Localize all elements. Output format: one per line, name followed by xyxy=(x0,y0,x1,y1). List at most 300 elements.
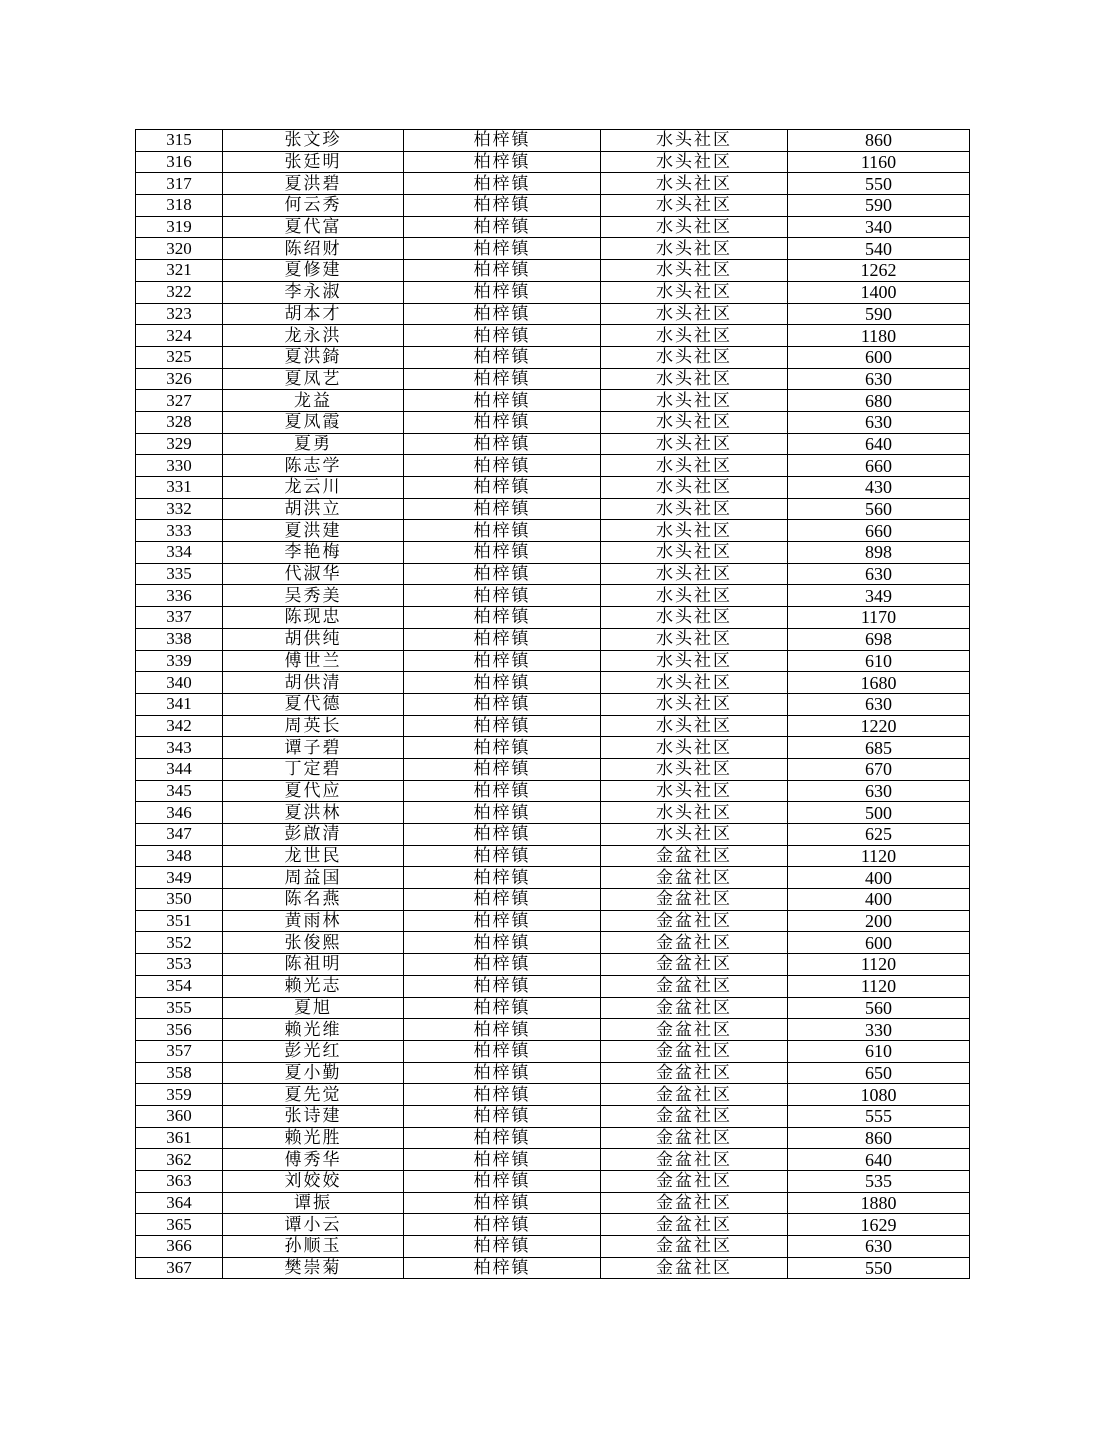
row-number-cell: 339 xyxy=(136,650,223,672)
amount-cell: 1629 xyxy=(788,1214,970,1236)
amount-cell: 630 xyxy=(788,693,970,715)
town-cell: 柏梓镇 xyxy=(404,650,601,672)
row-number-cell: 327 xyxy=(136,390,223,412)
community-cell: 水头社区 xyxy=(601,238,788,260)
table-row xyxy=(136,1084,970,1106)
amount-cell: 1880 xyxy=(788,1192,970,1214)
table-row xyxy=(136,130,970,152)
amount-cell: 660 xyxy=(788,520,970,542)
community-cell: 水头社区 xyxy=(601,520,788,542)
amount-cell: 640 xyxy=(788,433,970,455)
person-name-cell: 陈名燕 xyxy=(223,889,404,911)
community-cell: 金盆社区 xyxy=(601,1040,788,1062)
amount-cell: 860 xyxy=(788,1127,970,1149)
table-row xyxy=(136,281,970,303)
table-row xyxy=(136,932,970,954)
row-number-cell: 320 xyxy=(136,238,223,260)
table-row xyxy=(136,563,970,585)
community-cell: 水头社区 xyxy=(601,672,788,694)
amount-cell: 1262 xyxy=(788,260,970,282)
community-cell: 金盆社区 xyxy=(601,975,788,997)
amount-cell: 1120 xyxy=(788,975,970,997)
town-cell: 柏梓镇 xyxy=(404,1062,601,1084)
table-row xyxy=(136,672,970,694)
amount-cell: 550 xyxy=(788,173,970,195)
person-name-cell: 谭振 xyxy=(223,1192,404,1214)
amount-cell: 400 xyxy=(788,867,970,889)
table-row xyxy=(136,433,970,455)
community-cell: 水头社区 xyxy=(601,650,788,672)
amount-cell: 430 xyxy=(788,477,970,499)
community-cell: 水头社区 xyxy=(601,368,788,390)
town-cell: 柏梓镇 xyxy=(404,1149,601,1171)
row-number-cell: 338 xyxy=(136,628,223,650)
person-name-cell: 夏凤艺 xyxy=(223,368,404,390)
table-row xyxy=(136,346,970,368)
town-cell: 柏梓镇 xyxy=(404,607,601,629)
community-cell: 金盆社区 xyxy=(601,1105,788,1127)
row-number-cell: 346 xyxy=(136,802,223,824)
person-name-cell: 龙世民 xyxy=(223,845,404,867)
row-number-cell: 321 xyxy=(136,260,223,282)
person-name-cell: 胡供清 xyxy=(223,672,404,694)
community-cell: 水头社区 xyxy=(601,563,788,585)
community-cell: 水头社区 xyxy=(601,173,788,195)
community-cell: 金盆社区 xyxy=(601,954,788,976)
community-cell: 水头社区 xyxy=(601,737,788,759)
person-name-cell: 谭小云 xyxy=(223,1214,404,1236)
table-row xyxy=(136,693,970,715)
town-cell: 柏梓镇 xyxy=(404,498,601,520)
table-row xyxy=(136,954,970,976)
person-name-cell: 陈绍财 xyxy=(223,238,404,260)
row-number-cell: 325 xyxy=(136,346,223,368)
row-number-cell: 343 xyxy=(136,737,223,759)
amount-cell: 640 xyxy=(788,1149,970,1171)
table-row xyxy=(136,889,970,911)
community-cell: 水头社区 xyxy=(601,346,788,368)
row-number-cell: 318 xyxy=(136,195,223,217)
community-cell: 金盆社区 xyxy=(601,910,788,932)
table-row xyxy=(136,1149,970,1171)
person-name-cell: 夏代德 xyxy=(223,693,404,715)
row-number-cell: 326 xyxy=(136,368,223,390)
row-number-cell: 324 xyxy=(136,325,223,347)
table-row xyxy=(136,390,970,412)
town-cell: 柏梓镇 xyxy=(404,824,601,846)
table-row xyxy=(136,542,970,564)
table-row xyxy=(136,824,970,846)
community-cell: 金盆社区 xyxy=(601,867,788,889)
person-name-cell: 夏洪碧 xyxy=(223,173,404,195)
town-cell: 柏梓镇 xyxy=(404,693,601,715)
table-row xyxy=(136,1236,970,1258)
table-row xyxy=(136,1171,970,1193)
town-cell: 柏梓镇 xyxy=(404,1019,601,1041)
town-cell: 柏梓镇 xyxy=(404,975,601,997)
amount-cell: 610 xyxy=(788,650,970,672)
community-cell: 水头社区 xyxy=(601,325,788,347)
amount-cell: 680 xyxy=(788,390,970,412)
town-cell: 柏梓镇 xyxy=(404,173,601,195)
town-cell: 柏梓镇 xyxy=(404,1040,601,1062)
person-name-cell: 夏洪建 xyxy=(223,520,404,542)
person-name-cell: 夏旭 xyxy=(223,997,404,1019)
community-cell: 金盆社区 xyxy=(601,1149,788,1171)
table-row xyxy=(136,151,970,173)
person-name-cell: 刘姣姣 xyxy=(223,1171,404,1193)
person-name-cell: 赖光维 xyxy=(223,1019,404,1041)
town-cell: 柏梓镇 xyxy=(404,368,601,390)
row-number-cell: 359 xyxy=(136,1084,223,1106)
town-cell: 柏梓镇 xyxy=(404,628,601,650)
amount-cell: 600 xyxy=(788,932,970,954)
table-row xyxy=(136,867,970,889)
town-cell: 柏梓镇 xyxy=(404,433,601,455)
table-row xyxy=(136,607,970,629)
amount-cell: 1080 xyxy=(788,1084,970,1106)
table-row xyxy=(136,585,970,607)
town-cell: 柏梓镇 xyxy=(404,151,601,173)
person-name-cell: 吴秀美 xyxy=(223,585,404,607)
person-name-cell: 张俊熙 xyxy=(223,932,404,954)
person-name-cell: 周英长 xyxy=(223,715,404,737)
table-row xyxy=(136,650,970,672)
town-cell: 柏梓镇 xyxy=(404,542,601,564)
person-name-cell: 龙云川 xyxy=(223,477,404,499)
row-number-cell: 356 xyxy=(136,1019,223,1041)
community-cell: 水头社区 xyxy=(601,498,788,520)
row-number-cell: 316 xyxy=(136,151,223,173)
community-cell: 金盆社区 xyxy=(601,1171,788,1193)
amount-cell: 860 xyxy=(788,130,970,152)
table-body xyxy=(136,130,970,1279)
community-cell: 水头社区 xyxy=(601,477,788,499)
person-name-cell: 夏洪林 xyxy=(223,802,404,824)
amount-cell: 560 xyxy=(788,498,970,520)
row-number-cell: 358 xyxy=(136,1062,223,1084)
amount-cell: 590 xyxy=(788,195,970,217)
table-row xyxy=(136,455,970,477)
table-row xyxy=(136,1062,970,1084)
town-cell: 柏梓镇 xyxy=(404,238,601,260)
amount-cell: 685 xyxy=(788,737,970,759)
table-row xyxy=(136,520,970,542)
town-cell: 柏梓镇 xyxy=(404,477,601,499)
town-cell: 柏梓镇 xyxy=(404,910,601,932)
community-cell: 金盆社区 xyxy=(601,1192,788,1214)
table-row xyxy=(136,498,970,520)
person-name-cell: 陈现忠 xyxy=(223,607,404,629)
person-name-cell: 何云秀 xyxy=(223,195,404,217)
person-name-cell: 彭啟清 xyxy=(223,824,404,846)
community-cell: 水头社区 xyxy=(601,130,788,152)
row-number-cell: 348 xyxy=(136,845,223,867)
person-name-cell: 胡供纯 xyxy=(223,628,404,650)
row-number-cell: 364 xyxy=(136,1192,223,1214)
row-number-cell: 315 xyxy=(136,130,223,152)
community-cell: 水头社区 xyxy=(601,780,788,802)
town-cell: 柏梓镇 xyxy=(404,1236,601,1258)
amount-cell: 1220 xyxy=(788,715,970,737)
row-number-cell: 353 xyxy=(136,954,223,976)
town-cell: 柏梓镇 xyxy=(404,780,601,802)
town-cell: 柏梓镇 xyxy=(404,889,601,911)
community-cell: 金盆社区 xyxy=(601,845,788,867)
town-cell: 柏梓镇 xyxy=(404,672,601,694)
community-cell: 水头社区 xyxy=(601,824,788,846)
person-name-cell: 彭光红 xyxy=(223,1040,404,1062)
person-name-cell: 夏勇 xyxy=(223,433,404,455)
amount-cell: 535 xyxy=(788,1171,970,1193)
table-row xyxy=(136,303,970,325)
amount-cell: 1120 xyxy=(788,954,970,976)
town-cell: 柏梓镇 xyxy=(404,867,601,889)
person-name-cell: 张廷明 xyxy=(223,151,404,173)
row-number-cell: 328 xyxy=(136,411,223,433)
person-name-cell: 樊崇菊 xyxy=(223,1257,404,1279)
person-name-cell: 赖光志 xyxy=(223,975,404,997)
community-cell: 水头社区 xyxy=(601,195,788,217)
town-cell: 柏梓镇 xyxy=(404,303,601,325)
amount-cell: 630 xyxy=(788,368,970,390)
community-cell: 金盆社区 xyxy=(601,1214,788,1236)
town-cell: 柏梓镇 xyxy=(404,563,601,585)
row-number-cell: 352 xyxy=(136,932,223,954)
table-row xyxy=(136,216,970,238)
amount-cell: 650 xyxy=(788,1062,970,1084)
community-cell: 水头社区 xyxy=(601,303,788,325)
table-row xyxy=(136,1257,970,1279)
town-cell: 柏梓镇 xyxy=(404,845,601,867)
person-name-cell: 周益国 xyxy=(223,867,404,889)
person-name-cell: 赖光胜 xyxy=(223,1127,404,1149)
amount-cell: 349 xyxy=(788,585,970,607)
town-cell: 柏梓镇 xyxy=(404,737,601,759)
amount-cell: 500 xyxy=(788,802,970,824)
amount-cell: 1120 xyxy=(788,845,970,867)
town-cell: 柏梓镇 xyxy=(404,802,601,824)
row-number-cell: 337 xyxy=(136,607,223,629)
row-number-cell: 344 xyxy=(136,758,223,780)
amount-cell: 1400 xyxy=(788,281,970,303)
amount-cell: 550 xyxy=(788,1257,970,1279)
row-number-cell: 317 xyxy=(136,173,223,195)
community-cell: 水头社区 xyxy=(601,260,788,282)
row-number-cell: 340 xyxy=(136,672,223,694)
table-row xyxy=(136,1019,970,1041)
table-row xyxy=(136,260,970,282)
person-name-cell: 代淑华 xyxy=(223,563,404,585)
amount-cell: 660 xyxy=(788,455,970,477)
community-cell: 金盆社区 xyxy=(601,1062,788,1084)
town-cell: 柏梓镇 xyxy=(404,1257,601,1279)
person-name-cell: 张文珍 xyxy=(223,130,404,152)
table-row xyxy=(136,1040,970,1062)
community-cell: 水头社区 xyxy=(601,693,788,715)
row-number-cell: 322 xyxy=(136,281,223,303)
community-cell: 金盆社区 xyxy=(601,889,788,911)
person-name-cell: 傅世兰 xyxy=(223,650,404,672)
row-number-cell: 329 xyxy=(136,433,223,455)
community-cell: 金盆社区 xyxy=(601,1257,788,1279)
community-cell: 金盆社区 xyxy=(601,1019,788,1041)
table-row xyxy=(136,737,970,759)
person-name-cell: 夏洪錡 xyxy=(223,346,404,368)
amount-cell: 625 xyxy=(788,824,970,846)
table-row xyxy=(136,1214,970,1236)
town-cell: 柏梓镇 xyxy=(404,997,601,1019)
row-number-cell: 342 xyxy=(136,715,223,737)
row-number-cell: 367 xyxy=(136,1257,223,1279)
row-number-cell: 331 xyxy=(136,477,223,499)
row-number-cell: 319 xyxy=(136,216,223,238)
table-row xyxy=(136,195,970,217)
person-name-cell: 傅秀华 xyxy=(223,1149,404,1171)
town-cell: 柏梓镇 xyxy=(404,130,601,152)
person-name-cell: 胡本才 xyxy=(223,303,404,325)
row-number-cell: 355 xyxy=(136,997,223,1019)
community-cell: 金盆社区 xyxy=(601,1127,788,1149)
amount-cell: 200 xyxy=(788,910,970,932)
town-cell: 柏梓镇 xyxy=(404,520,601,542)
person-name-cell: 夏小勤 xyxy=(223,1062,404,1084)
community-cell: 水头社区 xyxy=(601,411,788,433)
amount-cell: 1160 xyxy=(788,151,970,173)
amount-cell: 330 xyxy=(788,1019,970,1041)
table-row xyxy=(136,628,970,650)
row-number-cell: 349 xyxy=(136,867,223,889)
table-row xyxy=(136,845,970,867)
row-number-cell: 366 xyxy=(136,1236,223,1258)
table-row xyxy=(136,997,970,1019)
town-cell: 柏梓镇 xyxy=(404,585,601,607)
row-number-cell: 336 xyxy=(136,585,223,607)
person-name-cell: 李艳梅 xyxy=(223,542,404,564)
amount-cell: 555 xyxy=(788,1105,970,1127)
table-row xyxy=(136,1127,970,1149)
amount-cell: 1180 xyxy=(788,325,970,347)
town-cell: 柏梓镇 xyxy=(404,954,601,976)
person-name-cell: 夏代应 xyxy=(223,780,404,802)
table-row xyxy=(136,910,970,932)
amount-cell: 630 xyxy=(788,780,970,802)
community-cell: 水头社区 xyxy=(601,542,788,564)
amount-cell: 898 xyxy=(788,542,970,564)
row-number-cell: 350 xyxy=(136,889,223,911)
amount-cell: 670 xyxy=(788,758,970,780)
town-cell: 柏梓镇 xyxy=(404,1084,601,1106)
town-cell: 柏梓镇 xyxy=(404,411,601,433)
town-cell: 柏梓镇 xyxy=(404,455,601,477)
table-row xyxy=(136,715,970,737)
community-cell: 水头社区 xyxy=(601,216,788,238)
person-name-cell: 黄雨林 xyxy=(223,910,404,932)
row-number-cell: 332 xyxy=(136,498,223,520)
amount-cell: 1170 xyxy=(788,607,970,629)
row-number-cell: 330 xyxy=(136,455,223,477)
person-name-cell: 夏代富 xyxy=(223,216,404,238)
town-cell: 柏梓镇 xyxy=(404,1127,601,1149)
community-cell: 水头社区 xyxy=(601,802,788,824)
community-cell: 水头社区 xyxy=(601,433,788,455)
person-name-cell: 张诗建 xyxy=(223,1105,404,1127)
amount-cell: 560 xyxy=(788,997,970,1019)
row-number-cell: 362 xyxy=(136,1149,223,1171)
person-name-cell: 龙益 xyxy=(223,390,404,412)
community-cell: 水头社区 xyxy=(601,585,788,607)
amount-cell: 610 xyxy=(788,1040,970,1062)
person-name-cell: 谭子碧 xyxy=(223,737,404,759)
town-cell: 柏梓镇 xyxy=(404,281,601,303)
table-row xyxy=(136,975,970,997)
town-cell: 柏梓镇 xyxy=(404,758,601,780)
amount-cell: 340 xyxy=(788,216,970,238)
town-cell: 柏梓镇 xyxy=(404,715,601,737)
row-number-cell: 335 xyxy=(136,563,223,585)
community-cell: 水头社区 xyxy=(601,151,788,173)
table-row xyxy=(136,802,970,824)
table-row xyxy=(136,477,970,499)
community-cell: 金盆社区 xyxy=(601,1084,788,1106)
town-cell: 柏梓镇 xyxy=(404,216,601,238)
row-number-cell: 354 xyxy=(136,975,223,997)
town-cell: 柏梓镇 xyxy=(404,325,601,347)
table-row xyxy=(136,758,970,780)
community-cell: 金盆社区 xyxy=(601,997,788,1019)
table-row xyxy=(136,1192,970,1214)
amount-cell: 630 xyxy=(788,563,970,585)
amount-cell: 630 xyxy=(788,411,970,433)
data-table xyxy=(135,129,970,1279)
community-cell: 水头社区 xyxy=(601,715,788,737)
person-name-cell: 孙顺玉 xyxy=(223,1236,404,1258)
table-row xyxy=(136,780,970,802)
amount-cell: 540 xyxy=(788,238,970,260)
community-cell: 水头社区 xyxy=(601,390,788,412)
table-row xyxy=(136,173,970,195)
table-row xyxy=(136,411,970,433)
row-number-cell: 365 xyxy=(136,1214,223,1236)
community-cell: 金盆社区 xyxy=(601,1236,788,1258)
town-cell: 柏梓镇 xyxy=(404,346,601,368)
row-number-cell: 361 xyxy=(136,1127,223,1149)
person-name-cell: 胡洪立 xyxy=(223,498,404,520)
row-number-cell: 345 xyxy=(136,780,223,802)
person-name-cell: 陈祖明 xyxy=(223,954,404,976)
amount-cell: 698 xyxy=(788,628,970,650)
row-number-cell: 357 xyxy=(136,1040,223,1062)
town-cell: 柏梓镇 xyxy=(404,260,601,282)
table-row xyxy=(136,238,970,260)
town-cell: 柏梓镇 xyxy=(404,195,601,217)
row-number-cell: 347 xyxy=(136,824,223,846)
person-name-cell: 李永淑 xyxy=(223,281,404,303)
amount-cell: 630 xyxy=(788,1236,970,1258)
person-name-cell: 夏修建 xyxy=(223,260,404,282)
row-number-cell: 333 xyxy=(136,520,223,542)
community-cell: 水头社区 xyxy=(601,758,788,780)
row-number-cell: 334 xyxy=(136,542,223,564)
row-number-cell: 360 xyxy=(136,1105,223,1127)
row-number-cell: 351 xyxy=(136,910,223,932)
town-cell: 柏梓镇 xyxy=(404,932,601,954)
amount-cell: 590 xyxy=(788,303,970,325)
town-cell: 柏梓镇 xyxy=(404,1192,601,1214)
town-cell: 柏梓镇 xyxy=(404,1214,601,1236)
town-cell: 柏梓镇 xyxy=(404,1105,601,1127)
community-cell: 水头社区 xyxy=(601,607,788,629)
